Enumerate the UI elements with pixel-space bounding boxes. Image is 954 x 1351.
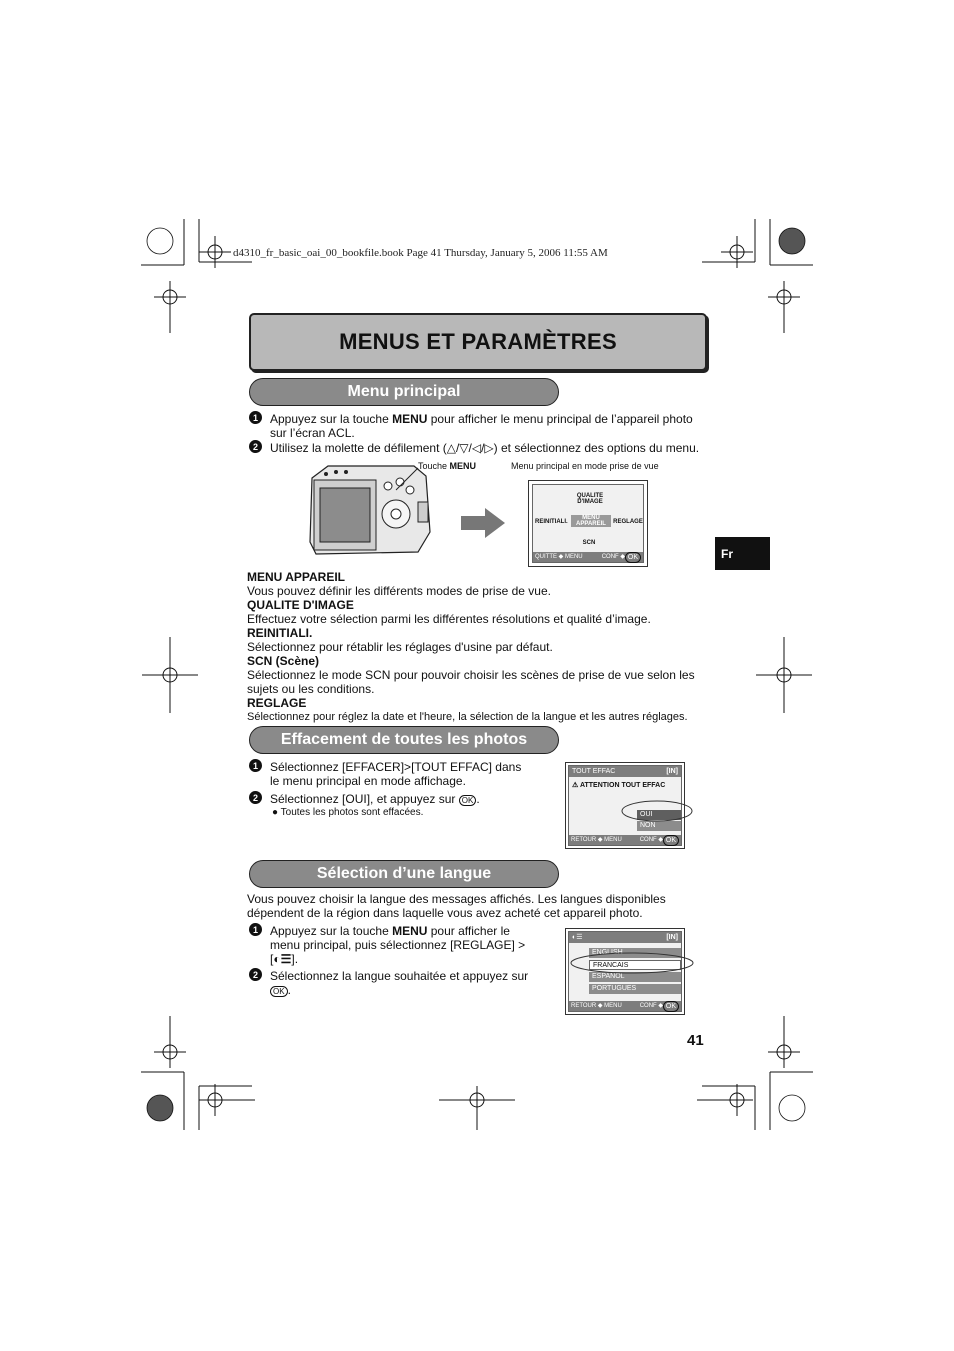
main-menu-footer bbox=[533, 552, 643, 562]
step-text-end: . bbox=[287, 983, 291, 997]
menu-item-setup: REGLAGE bbox=[613, 519, 643, 525]
bullet-text: Toutes les photos sont effacées. bbox=[280, 807, 424, 818]
language-tab-label: Fr bbox=[721, 546, 733, 561]
step-text bbox=[270, 924, 532, 966]
section-heading-menu-principal bbox=[249, 378, 559, 406]
ok-icon: OK bbox=[625, 552, 641, 563]
step-text-main: Sélectionnez [OUI], et appuyez sur bbox=[270, 792, 459, 806]
definition-term: REGLAGE bbox=[247, 696, 307, 710]
page-title: MENUS ET PARAMÈTRES bbox=[339, 329, 617, 354]
language-tab bbox=[715, 537, 770, 570]
menu-key-pointer bbox=[390, 464, 420, 494]
definitions-list bbox=[247, 570, 717, 724]
language-footer bbox=[569, 1001, 681, 1011]
ok-button-icon: OK bbox=[459, 795, 477, 806]
definition-description: Vous pouvez définir les différents modes de prise de vue. bbox=[247, 584, 551, 598]
language-title-icon: ◐☰ bbox=[572, 934, 583, 941]
step-text-post: pour afficher le menu principal de l’appareil photo sur l’écran ACL. bbox=[270, 412, 693, 440]
right-arrow-icon bbox=[461, 508, 505, 538]
warning-text: ATTENTION TOUT EFFAC bbox=[579, 782, 666, 789]
caption-menu-key bbox=[418, 461, 476, 471]
erase-warning bbox=[572, 781, 665, 789]
definition-term: SCN (Scène) bbox=[247, 654, 320, 668]
file-header: d4310_fr_basic_oai_00_bookfile.book Page 41 Thursday, January 5, 2006 11:55 AM bbox=[233, 247, 608, 259]
erase-footer bbox=[569, 835, 681, 845]
step-text bbox=[270, 969, 532, 997]
step-number: 2 bbox=[249, 440, 262, 453]
definition-term: MENU APPAREIL bbox=[247, 570, 346, 584]
caption-menu-key-bold: MENU bbox=[449, 461, 477, 471]
step-number: 1 bbox=[249, 923, 262, 936]
step-text: Sélectionnez [EFFACER]>[TOUT EFFAC] dans le menu principal en mode affichage. bbox=[270, 760, 522, 788]
menu-item-reset: REINITIALI. bbox=[535, 519, 568, 525]
erase-title: TOUT EFFAC bbox=[572, 768, 616, 775]
step-text: Utilisez la molette de défilement (△/▽/◁/▷) et sélectionnez des options du menu. bbox=[270, 441, 700, 455]
definition-term: REINITIALI. bbox=[247, 626, 313, 640]
section-heading-effacement bbox=[249, 726, 559, 754]
section-heading-text: Sélection d’une langue bbox=[316, 865, 492, 882]
main-menu-lcd bbox=[532, 484, 644, 563]
caption-menu-key-pre: Touche bbox=[418, 461, 450, 471]
step-text bbox=[270, 792, 532, 806]
definition-description: Sélectionnez le mode SCN pour pouvoir choisir les scènes de prise de vue selon les sujets ou les conditions. bbox=[247, 668, 695, 696]
highlight-ellipse bbox=[620, 799, 694, 823]
option-oui[interactable]: OUI bbox=[637, 810, 681, 820]
menu-item-camera-menu: MENU APPAREIL bbox=[571, 515, 611, 527]
step-number: 1 bbox=[249, 759, 262, 772]
warning-icon: ⚠ bbox=[572, 782, 579, 789]
footer-left-label: QUITTE ◆ MENU bbox=[535, 554, 583, 560]
definition-term: QUALITE D'IMAGE bbox=[247, 598, 354, 612]
language-option[interactable]: ESPAÑOL bbox=[589, 972, 681, 982]
footer-right-label: CONF ◆ bbox=[639, 1003, 663, 1009]
step-number: 2 bbox=[249, 791, 262, 804]
section-intro: Vous pouvez choisir la langue des messages affichés. Les langues disponibles dépendent de la région dans laquelle vous avez acheté cet appareil photo. bbox=[247, 892, 666, 920]
language-title-bar bbox=[569, 932, 681, 943]
memory-badge: [IN] bbox=[666, 934, 678, 941]
ok-button-icon: OK bbox=[270, 986, 288, 997]
ok-icon: OK bbox=[663, 1001, 679, 1012]
menu-key-label: MENU bbox=[392, 412, 428, 426]
bullet-icon: ● bbox=[272, 807, 279, 818]
footer-left-label: RETOUR ◆ MENU bbox=[571, 1003, 622, 1009]
section-heading-text: Effacement de toutes les photos bbox=[280, 731, 528, 748]
bullet-list-item bbox=[272, 807, 423, 818]
menu-item-scn: SCN bbox=[582, 540, 596, 546]
language-option[interactable]: PORTUGUES bbox=[589, 984, 681, 994]
footer-left-label: RETOUR ◆ MENU bbox=[571, 837, 622, 843]
step-text-end: . bbox=[476, 792, 480, 806]
memory-badge: [IN] bbox=[666, 768, 678, 775]
step-number: 1 bbox=[249, 411, 262, 424]
ok-icon: OK bbox=[663, 835, 679, 846]
step-text-pre: Appuyez sur la touche bbox=[270, 924, 393, 938]
page-title-box bbox=[249, 313, 707, 371]
step-text-main: Sélectionnez la langue souhaitée et appuyez sur bbox=[270, 969, 529, 983]
menu-key-label: MENU bbox=[392, 924, 428, 938]
step-text-post: pour afficher le menu principal, puis sélectionnez [REGLAGE] > [ bbox=[270, 924, 526, 966]
definition-description: Sélectionnez pour réglez la date et l'heure, la sélection de la langue et les autres réglages. bbox=[247, 711, 688, 723]
language-option-selected[interactable]: FRANCAIS bbox=[589, 960, 681, 970]
main-menu-screen bbox=[528, 480, 648, 567]
step-text-end: ]. bbox=[291, 952, 299, 966]
step-number: 2 bbox=[249, 968, 262, 981]
menu-item-quality: QUALITE D'IMAGE bbox=[576, 493, 604, 505]
language-option[interactable]: ENGLISH bbox=[589, 948, 681, 958]
page-number: 41 bbox=[687, 1032, 704, 1049]
step-text bbox=[270, 412, 710, 440]
footer-right-label: CONF ◆ bbox=[601, 554, 625, 560]
step-text-pre: Appuyez sur la touche bbox=[270, 412, 393, 426]
section-heading-langue bbox=[249, 860, 559, 888]
language-icon: ◐☰ bbox=[273, 952, 292, 966]
definition-description: Effectuez votre sélection parmi les différentes résolutions et qualité d’image. bbox=[247, 612, 651, 626]
definition-description: Sélectionnez pour rétablir les réglages d'usine par défaut. bbox=[247, 640, 553, 654]
erase-title-bar bbox=[569, 766, 681, 777]
option-non[interactable]: NON bbox=[637, 821, 681, 831]
caption-main-menu: Menu principal en mode prise de vue bbox=[511, 461, 659, 471]
highlight-ellipse bbox=[569, 951, 697, 975]
footer-right-label: CONF ◆ bbox=[639, 837, 663, 843]
section-heading-text: Menu principal bbox=[347, 383, 461, 400]
